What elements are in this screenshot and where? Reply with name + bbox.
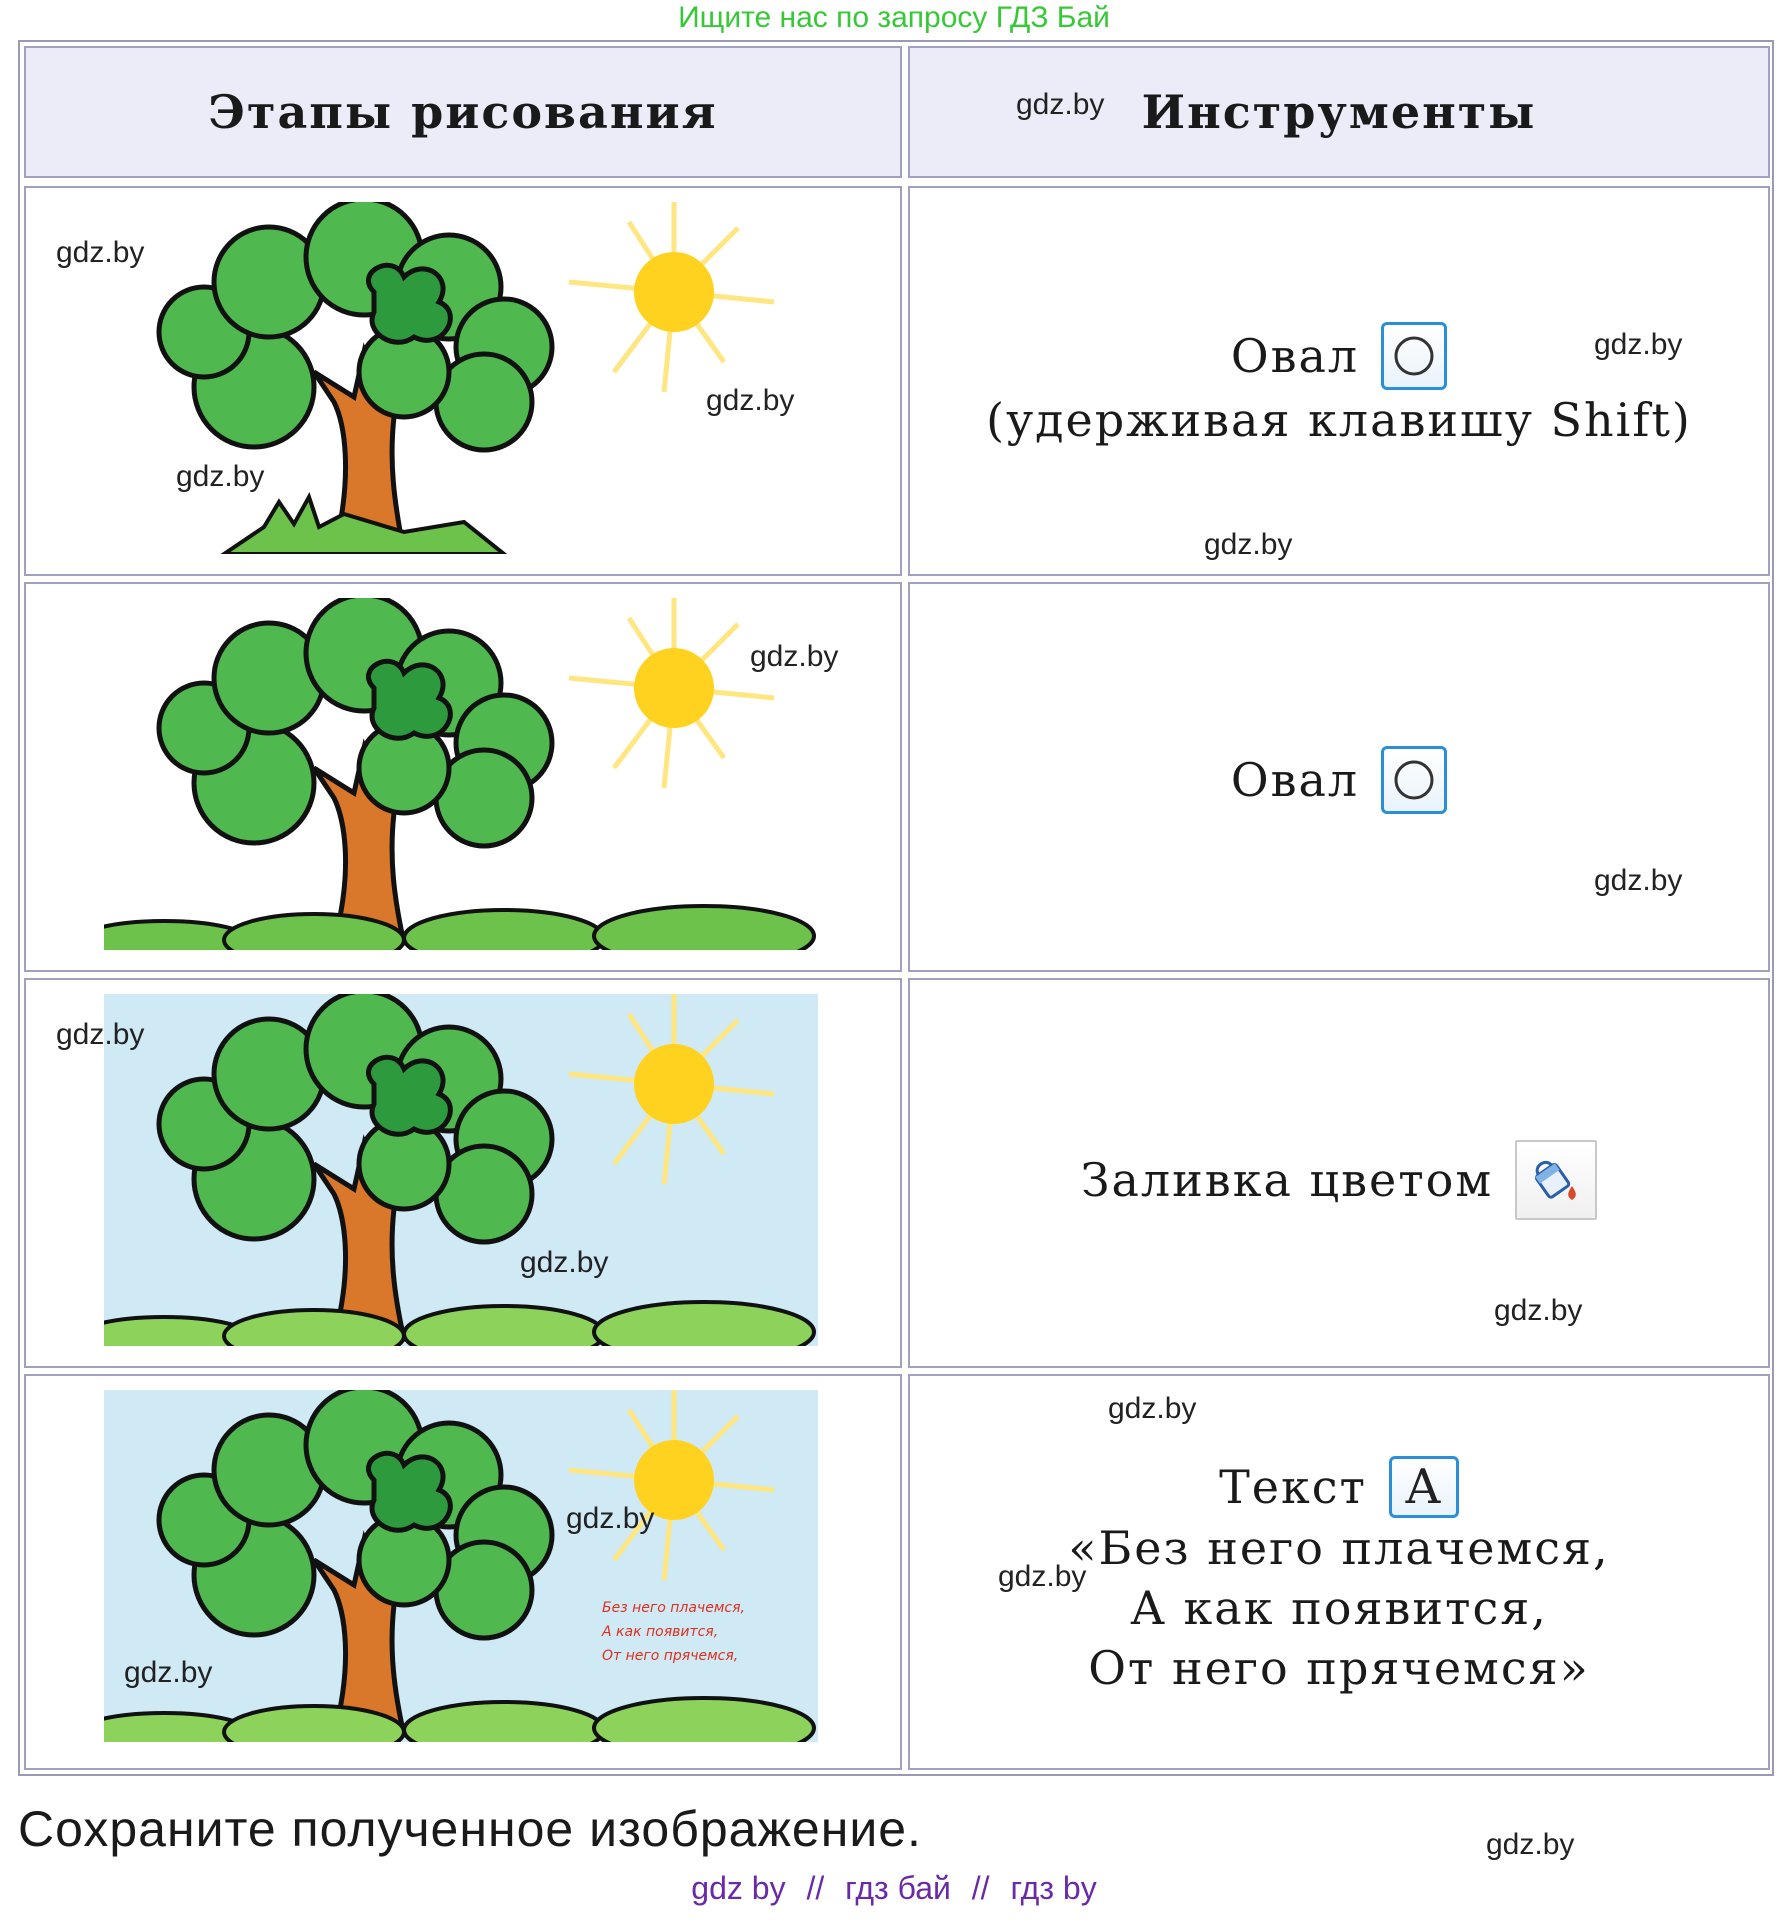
picture-caption-line-3: От него прячемся, xyxy=(602,1648,739,1664)
footer-link-gdz-by[interactable]: gdz by xyxy=(691,1870,786,1906)
picture-caption-line-2: А как появится, xyxy=(602,1624,719,1640)
footer-links xyxy=(0,1870,1788,1907)
tool-3-text xyxy=(910,1140,1768,1220)
watermark: gdz.by xyxy=(750,640,839,673)
text-a-icon: A xyxy=(1405,1459,1443,1515)
instruction-text: Сохраните полученное изображение. xyxy=(18,1801,922,1857)
footer-separator: // xyxy=(971,1870,990,1906)
header-stages-cell xyxy=(24,46,902,178)
stage-1-cell xyxy=(24,186,902,576)
tool-2-text xyxy=(910,746,1768,814)
paint-bucket-icon xyxy=(1528,1152,1584,1208)
watermark: gdz.by xyxy=(56,236,145,269)
watermark: gdz.by xyxy=(124,1656,213,1689)
watermark: gdz.by xyxy=(1016,88,1105,121)
oval-tool-button[interactable] xyxy=(1381,322,1447,390)
footer-link-gdz-by-2[interactable]: гдз by xyxy=(1010,1870,1097,1906)
header-stages: Этапы рисования xyxy=(208,85,718,139)
tool-4-line-4: От него прячемся» xyxy=(1088,1641,1590,1695)
tool-2-cell xyxy=(908,582,1770,972)
footer-link-gdz-bai[interactable]: гдз бай xyxy=(845,1870,951,1906)
tool-1-cell xyxy=(908,186,1770,576)
stage-1-picture xyxy=(104,202,818,554)
stage-4-cell xyxy=(24,1374,902,1770)
tool-1-note: (удерживая клавишу Shift) xyxy=(986,393,1692,447)
watermark: gdz.by xyxy=(1486,1828,1575,1861)
tool-1-name: Овал xyxy=(1230,329,1360,383)
picture-caption-line-1: Без него плачемся, xyxy=(602,1600,745,1616)
tree-sun-drawing xyxy=(104,202,818,554)
search-banner: Ищите нас по запросу ГДЗ Бай xyxy=(678,1,1110,34)
watermark: gdz.by xyxy=(56,1018,145,1051)
stage-2-picture xyxy=(104,598,818,950)
footer-separator: // xyxy=(806,1870,825,1906)
watermark: gdz.by xyxy=(176,460,265,493)
text-tool-button[interactable] xyxy=(1389,1456,1459,1518)
watermark: gdz.by xyxy=(706,384,795,417)
stage-3-cell xyxy=(24,978,902,1368)
drawing-steps-table xyxy=(18,40,1774,1776)
tree-sun-sky-drawing xyxy=(104,994,818,1346)
circle-icon xyxy=(1392,334,1436,378)
tool-3-name: Заливка цветом xyxy=(1080,1153,1494,1207)
stage-3-picture xyxy=(104,994,818,1346)
watermark: gdz.by xyxy=(1594,864,1683,897)
watermark: gdz.by xyxy=(1494,1294,1583,1327)
watermark: gdz.by xyxy=(1594,328,1683,361)
tree-sun-drawing xyxy=(104,598,818,950)
tool-4-line-3: А как появится, xyxy=(1130,1581,1548,1635)
circle-icon xyxy=(1392,758,1436,802)
tool-3-cell xyxy=(908,978,1770,1368)
watermark: gdz.by xyxy=(1204,528,1293,561)
tool-4-line-2: «Без него плачемся, xyxy=(1068,1521,1610,1575)
header-tools: Инструменты xyxy=(1141,85,1537,139)
watermark: gdz.by xyxy=(566,1502,655,1535)
watermark: gdz.by xyxy=(998,1560,1087,1593)
fill-tool-button[interactable] xyxy=(1515,1140,1597,1220)
tool-4-name: Текст xyxy=(1219,1460,1367,1514)
oval-tool-button[interactable] xyxy=(1381,746,1447,814)
watermark: gdz.by xyxy=(1108,1392,1197,1425)
watermark: gdz.by xyxy=(520,1246,609,1279)
tool-2-name: Овал xyxy=(1230,753,1360,807)
